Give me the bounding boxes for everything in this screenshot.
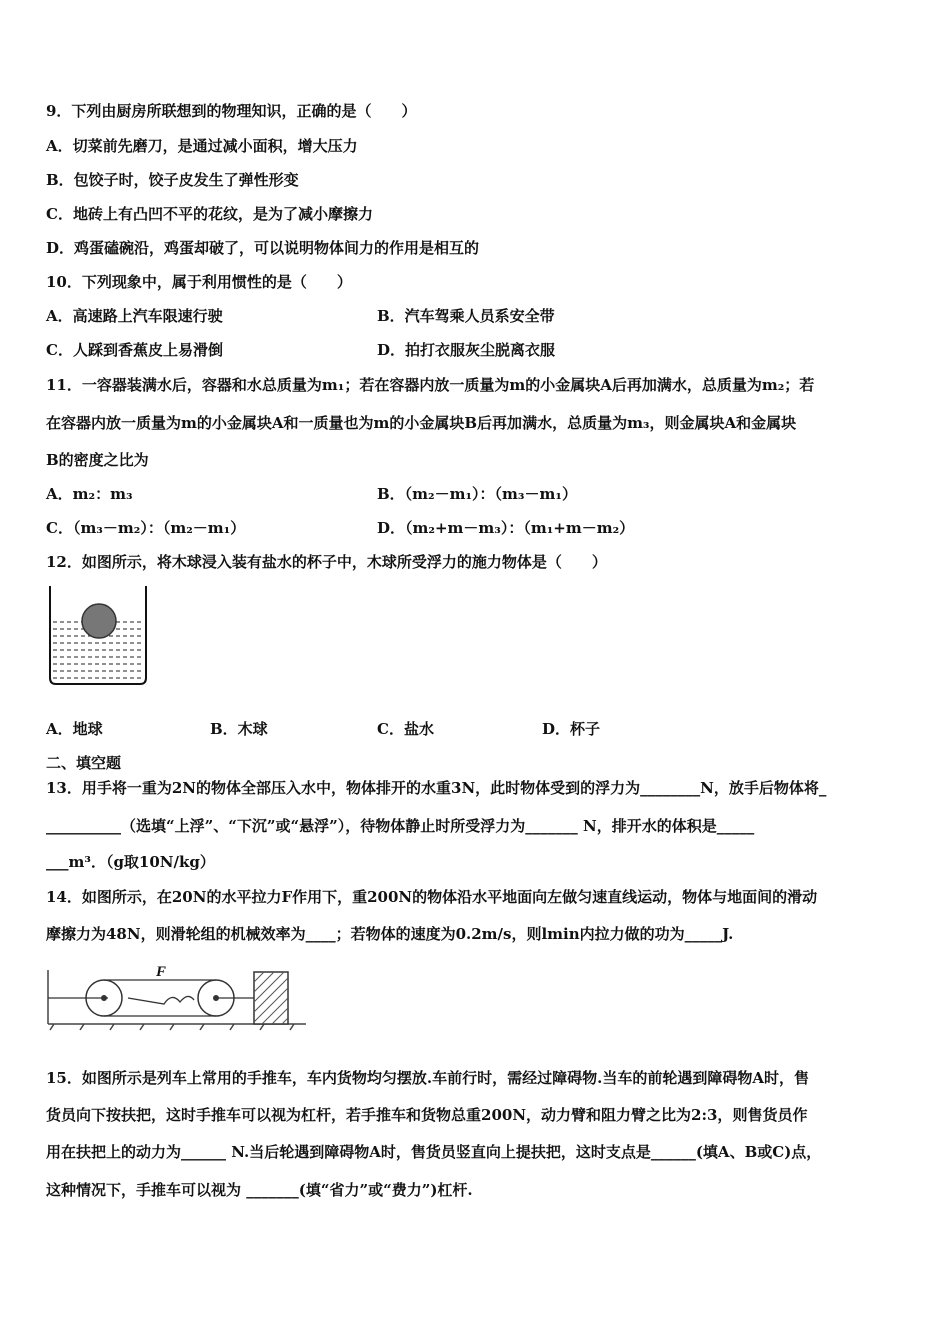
q10-stem: 10．下列现象中，属于利用惯性的是（ ） (46, 273, 352, 291)
q9-option-c: C．地砖上有凸凹不平的花纹，是为了减小摩擦力 (46, 205, 373, 223)
q11-option-d: D．（m₂+m－m₃）：（m₁+m－m₂） (377, 519, 635, 537)
q15-line4: 这种情况下，手推车可以视为 _______(填“省力”或“费力”)杠杆. (46, 1181, 473, 1199)
q12-option-b: B．木球 (210, 720, 268, 738)
q9-stem: 9．下列由厨房所联想到的物理知识，正确的是（ ） (46, 102, 417, 120)
q13-line3: ___m³．（g取10N/kg） (46, 853, 215, 871)
force-label-f: F (156, 964, 167, 980)
q11-option-a: A．m₂：m₃ (46, 485, 133, 503)
q10-option-b: B．汽车驾乘人员系安全带 (377, 307, 555, 325)
block-object (254, 972, 288, 1024)
cup-with-ball-figure (46, 582, 150, 688)
q11-line2: 在容器内放一质量为m的小金属块A和一质量也为m的小金属块B后再加满水，总质量为m₃，则金属块A和金属块 (46, 414, 797, 432)
rope (48, 980, 254, 1016)
q10-option-c: C．人踩到香蕉皮上易滑倒 (46, 341, 223, 359)
q9-option-a: A．切菜前先磨刀，是通过减小面积，增大压力 (46, 137, 358, 155)
section-heading-fill-in: 二、填空题 (46, 754, 122, 772)
q15-line2: 货员向下按扶把，这时手推车可以视为杠杆，若手推车和货物总重200N，动力臂和阻力臂之比为2:3，则售货员作 (46, 1106, 808, 1124)
pulley-system-figure (44, 962, 308, 1032)
q10-option-d: D．拍打衣服灰尘脱离衣服 (377, 341, 556, 359)
q12-stem: 12．如图所示，将木球浸入装有盐水的杯子中，木球所受浮力的施力物体是（ ） (46, 553, 607, 571)
ground-line (48, 1024, 306, 1030)
q14-line1: 14．如图所示，在20N的水平拉力F作用下，重200N的物体沿水平地面向左做匀速直线运动，物体与地面间的滑动 (46, 888, 818, 906)
q15-line1: 15．如图所示是列车上常用的手推车，车内货物均匀摆放.车前行时，需经过障碍物.当车的前轮遇到障碍物A时，售 (46, 1069, 809, 1087)
q11-line1: 11．一容器装满水后，容器和水总质量为m₁；若在容器内放一质量为m的小金属块A后再加满水，总质量为m₂；若 (46, 376, 815, 394)
q13-line1: 13．用手将一重为2N的物体全部压入水中，物体排开的水重3N，此时物体受到的浮力为________N，放手后物体将_ (46, 779, 827, 797)
q15-line3: 用在扶把上的动力为______ N.当后轮遇到障碍物A时，售货员竖直向上提扶把，这时支点是______(填A、B或C)点， (46, 1143, 822, 1161)
q14-line2: 摩擦力为48N，则滑轮组的机械效率为____；若物体的速度为0.2m/s，则lmin内拉力做的功为_____J. (46, 925, 734, 943)
q12-option-c: C．盐水 (377, 720, 434, 738)
q12-option-a: A．地球 (46, 720, 103, 738)
q9-option-d: D．鸡蛋磕碗沿，鸡蛋却破了，可以说明物体间力的作用是相互的 (46, 239, 480, 257)
q11-option-c: C．（m₃－m₂）：（m₂－m₁） (46, 519, 246, 537)
wooden-ball (82, 604, 116, 638)
q11-option-b: B．（m₂－m₁）：（m₃－m₁） (377, 485, 577, 503)
q13-line2: __________（选填“上浮”、“下沉”或“悬浮”），待物体静止时所受浮力为_______ N，排开水的体积是_____ (46, 817, 755, 835)
q11-line3: B的密度之比为 (46, 451, 149, 469)
q9-option-b: B．包饺子时，饺子皮发生了弹性形变 (46, 171, 299, 189)
q12-option-d: D．杯子 (542, 720, 601, 738)
q10-option-a: A．高速路上汽车限速行驶 (46, 307, 223, 325)
